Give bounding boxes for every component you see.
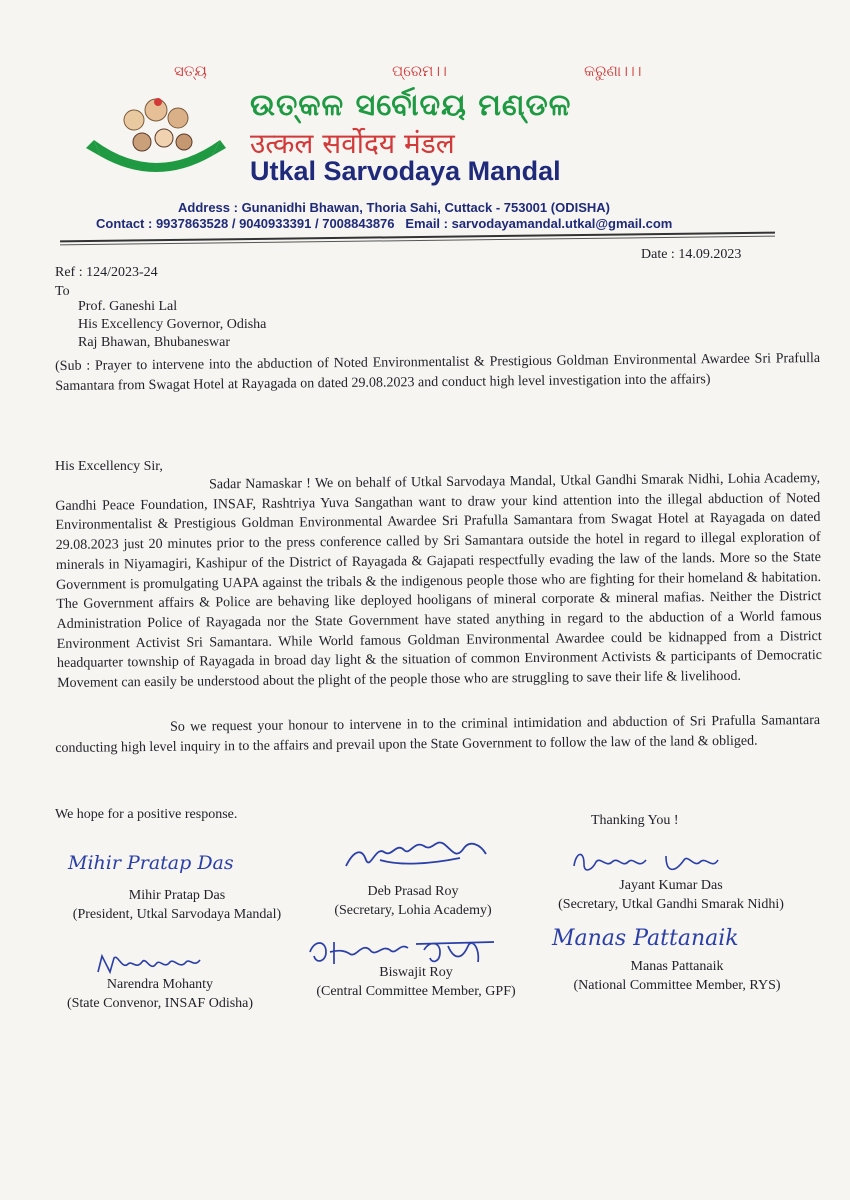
- letter-date: Date : 14.09.2023: [641, 247, 742, 262]
- motto-center: ପ୍ରେମ।।: [392, 62, 447, 80]
- closing-left: We hope for a positive response.: [55, 807, 238, 822]
- org-contact: Contact : 9937863528 / 9040933391 / 7008843876: [96, 216, 395, 231]
- recipient-to: To: [55, 284, 70, 299]
- recipient-name: Prof. Ganeshi Lal: [78, 299, 178, 314]
- recipient-address: Raj Bhawan, Bhubaneswar: [78, 335, 231, 350]
- signature-manas-pattanaik: Manas Pattanaik: [552, 926, 739, 951]
- signatory-role: (State Convenor, INSAF Odisha): [66, 996, 254, 1011]
- signature-deb-prasad-roy: [340, 830, 500, 876]
- signature-mihir-pratap-das: Mihir Pratap Das: [68, 852, 234, 874]
- signatory-role: (Secretary, Utkal Gandhi Smarak Nidhi): [558, 897, 784, 912]
- body-paragraph-1: Sadar Namaskar ! We on behalf of Utkal Sarvodaya Mandal, Utkal Gandhi Smarak Nidhi, Lohia Academy, Gandhi Peace Foundation, INSAF, Rashtriya Yuva Sangathan want to draw your kind attention into the illegal abduction of Noted Environmentalist & Prestigious Goldman Environmental Awardee Sri Prafulla Samantara from Swagat Hotel at Rayagada on dated 29.08.2023 just 20 minutes prior to the press conference called by Sri Samantara outside the hotel in regard to illegal exploration of minerals in Niyamagiri, Kashipur of the District of Rayagada & Gajapati respectfully evading the law of the lands. More so the State Government is promulgating UAPA against the tribals & the indigenous people those who are fighting for their homeland & habitation. The Government affairs & Police are behaving like deployed hooligans of mineral corporate & mineral mafias. Neither the District Administration Police of Rayagada nor the State Government have stated anything in regard to the abduction of a World famous Environment Activist Sri Samantara. While World famous Goldman Environmental Awardee could be kidnapped from a District headquarter township of Rayagada in broad day light & the situation of common Environment Activists & participants of Democratic Movement can easily be understood about the plight of the people those who are struggling to save their life & livelihood.: [55, 470, 822, 692]
- org-name-odia: ଉତ୍କଳ ସର୍ବୋଦୟ ମଣ୍ଡଳ: [250, 88, 572, 123]
- signatory-name: Narendra Mohanty: [106, 977, 214, 992]
- signatory-role: (Central Committee Member, GPF): [316, 984, 516, 999]
- signatory-name: Biswajit Roy: [379, 965, 453, 980]
- motto-right: କରୁଣା।।।: [584, 62, 642, 80]
- signature-narendra-mohanty: [94, 950, 204, 980]
- reference-number: Ref : 124/2023-24: [55, 265, 158, 280]
- salutation: His Excellency Sir,: [55, 459, 163, 474]
- recipient-title: His Excellency Governor, Odisha: [78, 317, 267, 332]
- signatory-name: Manas Pattanaik: [630, 959, 724, 974]
- signatory-role: (President, Utkal Sarvodaya Mandal): [72, 907, 282, 922]
- signatory-name: Jayant Kumar Das: [619, 878, 723, 893]
- org-address: Address : Gunanidhi Bhawan, Thoria Sahi, Cuttack - 753001 (ODISHA): [178, 200, 610, 215]
- signatory-name: Deb Prasad Roy: [367, 884, 459, 899]
- org-name-hindi: उत्कल सर्वोदय मंडल: [250, 127, 455, 160]
- org-name-english: Utkal Sarvodaya Mandal: [250, 156, 561, 186]
- signatory-role: (National Committee Member, RYS): [573, 978, 781, 993]
- org-contact-line: [96, 216, 672, 231]
- letter-subject: (Sub : Prayer to intervene into the abduction of Noted Environmentalist & Prestigious Goldman Environmental Awardee Sri Prafulla Samantara from Swagat Hotel at Rayagada on dated 29.08.2023 and conduct high level investigation into the affairs): [55, 350, 821, 394]
- signatory-name: Mihir Pratap Das: [128, 888, 226, 903]
- body-paragraph-2: So we request your honour to intervene in to the criminal intimidation and abduction of Sri Prafulla Samantara conducting high level inquiry in to the affairs and prevail upon the State Government to follow the law of the land & obliged.: [55, 712, 821, 756]
- closing-right: Thanking You !: [591, 813, 679, 828]
- org-email: Email : sarvodayamandal.utkal@gmail.com: [405, 216, 673, 231]
- organization-logo: [86, 92, 226, 184]
- signature-jayant-kumar-das: [566, 842, 736, 882]
- signatory-role: (Secretary, Lohia Academy): [334, 903, 492, 918]
- motto-left: ସତ୍ୟ: [174, 62, 207, 80]
